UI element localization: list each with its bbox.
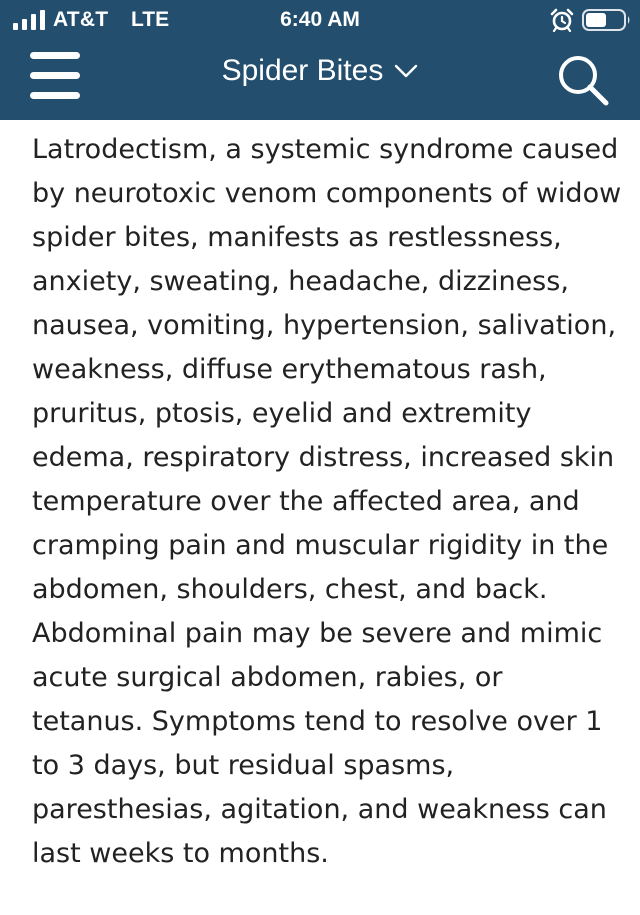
carrier-name: AT&T	[53, 8, 109, 31]
navigation-bar	[0, 40, 640, 120]
article-content	[32, 128, 622, 876]
chevron-down-icon	[394, 64, 418, 78]
app-header	[0, 0, 640, 120]
alarm-clock-icon	[550, 8, 574, 32]
title-dropdown[interactable]	[0, 54, 640, 88]
status-time: 6:40 AM	[280, 8, 360, 31]
battery-icon	[582, 9, 632, 31]
page-title: Spider Bites	[221, 54, 384, 87]
article-paragraph: Latrodectism, a systemic syndrome caused by neurotoxic venom components of widow spider bites, manifests as restlessness, anxiety, sweating, headache, dizziness, nausea, vomiting, hypertension, salivation, weakness, diffuse erythematous rash, pruritus, ptosis, eyelid and extremity edema, respiratory distress, increased skin temperature over the affected area, and cramping pain and muscular rigidity in the abdomen, shoulders, chest, and back. Abdominal pain may be severe and mimic acute surgical abdomen, rabies, or tetanus. Symptoms tend to resolve over 1 to 3 days, but residual spasms, paresthesias, agitation, and weakness can last weeks to months.	[32, 134, 622, 869]
status-bar	[0, 0, 640, 40]
network-type: LTE	[131, 8, 170, 31]
search-icon[interactable]	[556, 54, 610, 106]
